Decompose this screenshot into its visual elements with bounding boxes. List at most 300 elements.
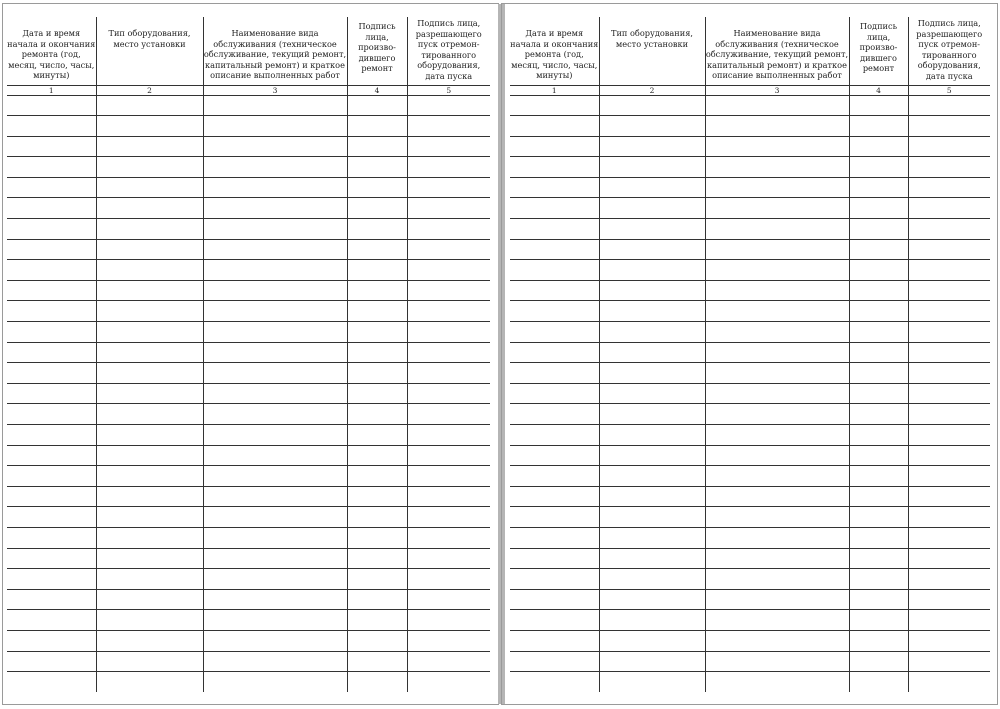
column-number: 2 bbox=[599, 85, 705, 95]
blank-cell bbox=[599, 589, 705, 610]
blank-cell bbox=[203, 177, 347, 198]
blank-cell bbox=[407, 589, 490, 610]
blank-cell bbox=[908, 630, 990, 651]
blank-cell bbox=[347, 425, 407, 446]
blank-log-row bbox=[7, 445, 490, 466]
blank-cell bbox=[7, 301, 96, 322]
blank-cell bbox=[599, 136, 705, 157]
blank-cell bbox=[705, 651, 849, 672]
blank-cell bbox=[849, 239, 908, 260]
blank-log-row bbox=[7, 630, 490, 651]
blank-cell bbox=[599, 322, 705, 343]
blank-cell bbox=[96, 672, 203, 693]
blank-cell bbox=[7, 219, 96, 240]
blank-cell bbox=[599, 548, 705, 569]
blank-log-row bbox=[510, 95, 990, 116]
blank-cell bbox=[407, 177, 490, 198]
blank-cell bbox=[908, 569, 990, 590]
blank-cell bbox=[96, 342, 203, 363]
blank-cell bbox=[705, 507, 849, 528]
blank-cell bbox=[96, 445, 203, 466]
blank-cell bbox=[705, 280, 849, 301]
blank-cell bbox=[705, 589, 849, 610]
blank-log-row bbox=[510, 177, 990, 198]
blank-cell bbox=[96, 404, 203, 425]
blank-cell bbox=[510, 239, 599, 260]
blank-cell bbox=[510, 486, 599, 507]
blank-cell bbox=[849, 507, 908, 528]
blank-cell bbox=[7, 260, 96, 281]
blank-cell bbox=[203, 136, 347, 157]
blank-cell bbox=[510, 322, 599, 343]
blank-cell bbox=[908, 136, 990, 157]
blank-cell bbox=[96, 239, 203, 260]
blank-cell bbox=[849, 466, 908, 487]
blank-cell bbox=[347, 280, 407, 301]
blank-log-row bbox=[510, 507, 990, 528]
blank-cell bbox=[347, 527, 407, 548]
blank-cell bbox=[203, 404, 347, 425]
blank-cell bbox=[705, 486, 849, 507]
blank-cell bbox=[96, 383, 203, 404]
blank-log-row bbox=[510, 363, 990, 384]
blank-cell bbox=[908, 219, 990, 240]
blank-log-row bbox=[7, 548, 490, 569]
blank-log-row bbox=[510, 569, 990, 590]
blank-cell bbox=[407, 136, 490, 157]
blank-log-row bbox=[7, 342, 490, 363]
blank-cell bbox=[908, 404, 990, 425]
blank-log-row bbox=[510, 136, 990, 157]
repair-log-table-right bbox=[510, 17, 990, 692]
blank-cell bbox=[96, 548, 203, 569]
blank-cell bbox=[908, 322, 990, 343]
blank-cell bbox=[407, 672, 490, 693]
blank-cell bbox=[96, 219, 203, 240]
blank-cell bbox=[849, 589, 908, 610]
blank-cell bbox=[203, 239, 347, 260]
blank-cell bbox=[347, 219, 407, 240]
column-number: 3 bbox=[203, 85, 347, 95]
blank-cell bbox=[599, 569, 705, 590]
blank-cell bbox=[705, 239, 849, 260]
blank-cell bbox=[407, 116, 490, 137]
column-number-row bbox=[7, 85, 490, 95]
blank-cell bbox=[203, 383, 347, 404]
blank-cell bbox=[407, 404, 490, 425]
blank-cell bbox=[705, 342, 849, 363]
blank-cell bbox=[599, 239, 705, 260]
blank-cell bbox=[849, 672, 908, 693]
blank-cell bbox=[849, 116, 908, 137]
blank-cell bbox=[347, 260, 407, 281]
blank-cell bbox=[347, 383, 407, 404]
blank-cell bbox=[407, 280, 490, 301]
blank-cell bbox=[510, 610, 599, 631]
blank-cell bbox=[599, 466, 705, 487]
blank-cell bbox=[347, 301, 407, 322]
blank-cell bbox=[849, 219, 908, 240]
blank-cell bbox=[908, 445, 990, 466]
blank-cell bbox=[203, 589, 347, 610]
blank-cell bbox=[96, 177, 203, 198]
blank-cell bbox=[908, 239, 990, 260]
blank-cell bbox=[407, 445, 490, 466]
blank-cell bbox=[705, 404, 849, 425]
blank-cell bbox=[407, 630, 490, 651]
blank-cell bbox=[510, 569, 599, 590]
blank-cell bbox=[203, 260, 347, 281]
blank-cell bbox=[510, 630, 599, 651]
blank-cell bbox=[510, 527, 599, 548]
column-number: 4 bbox=[849, 85, 908, 95]
blank-cell bbox=[347, 630, 407, 651]
blank-cell bbox=[510, 548, 599, 569]
blank-log-row bbox=[510, 425, 990, 446]
blank-cell bbox=[203, 280, 347, 301]
blank-cell bbox=[705, 136, 849, 157]
blank-cell bbox=[705, 383, 849, 404]
blank-cell bbox=[908, 177, 990, 198]
blank-cell bbox=[908, 589, 990, 610]
blank-cell bbox=[849, 157, 908, 178]
blank-log-row bbox=[7, 116, 490, 137]
blank-log-row bbox=[7, 198, 490, 219]
blank-log-row bbox=[510, 116, 990, 137]
blank-cell bbox=[407, 322, 490, 343]
blank-cell bbox=[908, 672, 990, 693]
blank-cell bbox=[203, 301, 347, 322]
blank-cell bbox=[407, 425, 490, 446]
blank-cell bbox=[7, 466, 96, 487]
blank-log-row bbox=[510, 486, 990, 507]
blank-cell bbox=[203, 219, 347, 240]
blank-log-row bbox=[510, 342, 990, 363]
blank-cell bbox=[908, 342, 990, 363]
blank-cell bbox=[96, 466, 203, 487]
blank-cell bbox=[599, 425, 705, 446]
blank-cell bbox=[7, 177, 96, 198]
blank-cell bbox=[599, 177, 705, 198]
blank-cell bbox=[849, 651, 908, 672]
blank-cell bbox=[7, 445, 96, 466]
blank-cell bbox=[407, 363, 490, 384]
blank-cell bbox=[599, 527, 705, 548]
blank-cell bbox=[203, 466, 347, 487]
blank-cell bbox=[510, 136, 599, 157]
blank-cell bbox=[510, 116, 599, 137]
blank-cell bbox=[7, 157, 96, 178]
blank-cell bbox=[599, 404, 705, 425]
blank-cell bbox=[510, 177, 599, 198]
blank-cell bbox=[407, 342, 490, 363]
blank-cell bbox=[203, 363, 347, 384]
blank-log-row bbox=[510, 589, 990, 610]
blank-cell bbox=[599, 363, 705, 384]
blank-cell bbox=[849, 486, 908, 507]
blank-cell bbox=[908, 95, 990, 116]
column-number: 3 bbox=[705, 85, 849, 95]
blank-cell bbox=[7, 569, 96, 590]
blank-log-row bbox=[510, 383, 990, 404]
blank-cell bbox=[203, 198, 347, 219]
blank-cell bbox=[407, 198, 490, 219]
blank-cell bbox=[908, 280, 990, 301]
column-number: 5 bbox=[407, 85, 490, 95]
blank-cell bbox=[7, 527, 96, 548]
blank-rows bbox=[7, 95, 490, 692]
blank-cell bbox=[510, 260, 599, 281]
blank-cell bbox=[96, 136, 203, 157]
blank-log-row bbox=[510, 322, 990, 343]
blank-log-row bbox=[7, 95, 490, 116]
blank-cell bbox=[7, 548, 96, 569]
blank-cell bbox=[705, 260, 849, 281]
blank-cell bbox=[96, 363, 203, 384]
blank-cell bbox=[599, 95, 705, 116]
blank-cell bbox=[7, 651, 96, 672]
blank-cell bbox=[908, 548, 990, 569]
blank-cell bbox=[705, 116, 849, 137]
blank-cell bbox=[510, 404, 599, 425]
blank-cell bbox=[908, 198, 990, 219]
header-repairer-signature: Подпись лица, произво-дившего ремонт bbox=[347, 17, 407, 85]
blank-cell bbox=[96, 651, 203, 672]
blank-log-row bbox=[510, 466, 990, 487]
blank-cell bbox=[510, 198, 599, 219]
header-approver-signature: Подпись лица, разрешающего пуск отремон-тированного оборудования, дата пуска bbox=[407, 17, 490, 85]
blank-log-row bbox=[7, 425, 490, 446]
blank-cell bbox=[347, 610, 407, 631]
blank-cell bbox=[347, 589, 407, 610]
blank-cell bbox=[510, 363, 599, 384]
blank-log-row bbox=[7, 527, 490, 548]
blank-log-row bbox=[510, 548, 990, 569]
blank-cell bbox=[908, 116, 990, 137]
blank-cell bbox=[347, 322, 407, 343]
blank-cell bbox=[7, 363, 96, 384]
blank-rows bbox=[510, 95, 990, 692]
blank-cell bbox=[7, 95, 96, 116]
blank-cell bbox=[347, 548, 407, 569]
blank-cell bbox=[203, 95, 347, 116]
blank-log-row bbox=[7, 157, 490, 178]
blank-cell bbox=[705, 363, 849, 384]
blank-cell bbox=[7, 136, 96, 157]
blank-cell bbox=[705, 672, 849, 693]
blank-cell bbox=[7, 280, 96, 301]
blank-cell bbox=[203, 651, 347, 672]
blank-cell bbox=[7, 342, 96, 363]
blank-cell bbox=[347, 239, 407, 260]
blank-cell bbox=[203, 672, 347, 693]
blank-cell bbox=[203, 610, 347, 631]
blank-cell bbox=[849, 95, 908, 116]
blank-log-row bbox=[7, 301, 490, 322]
blank-log-row bbox=[7, 672, 490, 693]
blank-cell bbox=[705, 425, 849, 446]
column-number: 5 bbox=[908, 85, 990, 95]
blank-cell bbox=[7, 610, 96, 631]
blank-cell bbox=[510, 157, 599, 178]
blank-log-row bbox=[510, 610, 990, 631]
blank-cell bbox=[96, 301, 203, 322]
header-approver-signature: Подпись лица, разрешающего пуск отремон-тированного оборудования, дата пуска bbox=[908, 17, 990, 85]
blank-cell bbox=[849, 280, 908, 301]
blank-cell bbox=[7, 486, 96, 507]
header-date-time: Дата и время начала и окончания ремонта (год, месяц, число, часы, минуты) bbox=[510, 17, 599, 85]
blank-log-row bbox=[7, 136, 490, 157]
right-page bbox=[501, 3, 998, 705]
blank-cell bbox=[599, 383, 705, 404]
blank-cell bbox=[908, 507, 990, 528]
blank-cell bbox=[96, 630, 203, 651]
blank-cell bbox=[7, 198, 96, 219]
blank-cell bbox=[347, 116, 407, 137]
blank-log-row bbox=[510, 198, 990, 219]
blank-cell bbox=[407, 527, 490, 548]
blank-cell bbox=[407, 569, 490, 590]
blank-cell bbox=[407, 466, 490, 487]
blank-cell bbox=[908, 466, 990, 487]
blank-log-row bbox=[510, 672, 990, 693]
header-service-type: Наименование вида обслуживания (техническое обслуживание, текущий ремонт, капитальный ремонт) и краткое описание выполненных работ bbox=[705, 17, 849, 85]
blank-cell bbox=[849, 363, 908, 384]
blank-cell bbox=[203, 425, 347, 446]
blank-cell bbox=[203, 630, 347, 651]
blank-cell bbox=[908, 363, 990, 384]
blank-cell bbox=[510, 672, 599, 693]
blank-log-row bbox=[7, 383, 490, 404]
blank-cell bbox=[908, 425, 990, 446]
blank-cell bbox=[510, 589, 599, 610]
blank-cell bbox=[347, 507, 407, 528]
blank-cell bbox=[96, 610, 203, 631]
blank-cell bbox=[203, 342, 347, 363]
table-header-row bbox=[7, 17, 490, 85]
blank-cell bbox=[96, 425, 203, 446]
blank-cell bbox=[705, 630, 849, 651]
blank-log-row bbox=[510, 301, 990, 322]
header-equipment-type: Тип оборудования, место установки bbox=[96, 17, 203, 85]
header-equipment-type: Тип оборудования, место установки bbox=[599, 17, 705, 85]
blank-log-row bbox=[510, 630, 990, 651]
header-date-time: Дата и время начала и окончания ремонта (год, месяц, число, часы, минуты) bbox=[7, 17, 96, 85]
blank-cell bbox=[599, 651, 705, 672]
blank-cell bbox=[7, 322, 96, 343]
blank-cell bbox=[849, 527, 908, 548]
blank-log-row bbox=[7, 280, 490, 301]
blank-cell bbox=[407, 157, 490, 178]
blank-cell bbox=[908, 610, 990, 631]
blank-log-row bbox=[7, 589, 490, 610]
repair-log-table-left bbox=[7, 17, 490, 692]
blank-cell bbox=[599, 507, 705, 528]
blank-cell bbox=[510, 466, 599, 487]
blank-cell bbox=[347, 198, 407, 219]
column-number: 1 bbox=[7, 85, 96, 95]
blank-cell bbox=[599, 672, 705, 693]
blank-cell bbox=[203, 116, 347, 137]
blank-cell bbox=[7, 507, 96, 528]
blank-cell bbox=[599, 219, 705, 240]
blank-log-row bbox=[7, 569, 490, 590]
blank-cell bbox=[407, 610, 490, 631]
blank-cell bbox=[347, 177, 407, 198]
blank-cell bbox=[849, 177, 908, 198]
blank-cell bbox=[96, 322, 203, 343]
column-number: 4 bbox=[347, 85, 407, 95]
blank-cell bbox=[510, 445, 599, 466]
blank-log-row bbox=[510, 239, 990, 260]
blank-cell bbox=[849, 548, 908, 569]
blank-cell bbox=[599, 198, 705, 219]
blank-cell bbox=[7, 425, 96, 446]
blank-cell bbox=[705, 610, 849, 631]
blank-cell bbox=[705, 198, 849, 219]
blank-cell bbox=[203, 548, 347, 569]
blank-log-row bbox=[510, 527, 990, 548]
table-header-row bbox=[510, 17, 990, 85]
blank-log-row bbox=[7, 322, 490, 343]
blank-cell bbox=[510, 280, 599, 301]
blank-cell bbox=[510, 425, 599, 446]
blank-cell bbox=[7, 630, 96, 651]
blank-cell bbox=[599, 260, 705, 281]
blank-cell bbox=[96, 486, 203, 507]
blank-cell bbox=[599, 157, 705, 178]
blank-cell bbox=[96, 589, 203, 610]
blank-cell bbox=[705, 177, 849, 198]
blank-cell bbox=[705, 301, 849, 322]
blank-log-row bbox=[510, 445, 990, 466]
blank-cell bbox=[908, 651, 990, 672]
blank-cell bbox=[407, 260, 490, 281]
blank-cell bbox=[96, 116, 203, 137]
blank-cell bbox=[407, 507, 490, 528]
blank-cell bbox=[347, 363, 407, 384]
blank-cell bbox=[347, 404, 407, 425]
header-service-type: Наименование вида обслуживания (техническое обслуживание, текущий ремонт, капитальный ремонт) и краткое описание выполненных работ bbox=[203, 17, 347, 85]
blank-cell bbox=[203, 445, 347, 466]
blank-cell bbox=[510, 342, 599, 363]
blank-log-row bbox=[510, 280, 990, 301]
blank-cell bbox=[96, 260, 203, 281]
blank-cell bbox=[407, 383, 490, 404]
blank-cell bbox=[908, 157, 990, 178]
blank-cell bbox=[203, 527, 347, 548]
blank-cell bbox=[705, 466, 849, 487]
blank-cell bbox=[908, 486, 990, 507]
blank-cell bbox=[705, 219, 849, 240]
blank-cell bbox=[407, 239, 490, 260]
blank-cell bbox=[96, 198, 203, 219]
blank-cell bbox=[7, 116, 96, 137]
blank-cell bbox=[849, 630, 908, 651]
blank-cell bbox=[849, 445, 908, 466]
blank-cell bbox=[407, 95, 490, 116]
blank-cell bbox=[347, 445, 407, 466]
header-repairer-signature: Подпись лица, произво-дившего ремонт bbox=[849, 17, 908, 85]
blank-cell bbox=[203, 507, 347, 528]
blank-cell bbox=[347, 466, 407, 487]
blank-cell bbox=[849, 610, 908, 631]
blank-cell bbox=[849, 301, 908, 322]
blank-cell bbox=[705, 322, 849, 343]
blank-log-row bbox=[7, 507, 490, 528]
blank-cell bbox=[705, 527, 849, 548]
blank-cell bbox=[908, 301, 990, 322]
